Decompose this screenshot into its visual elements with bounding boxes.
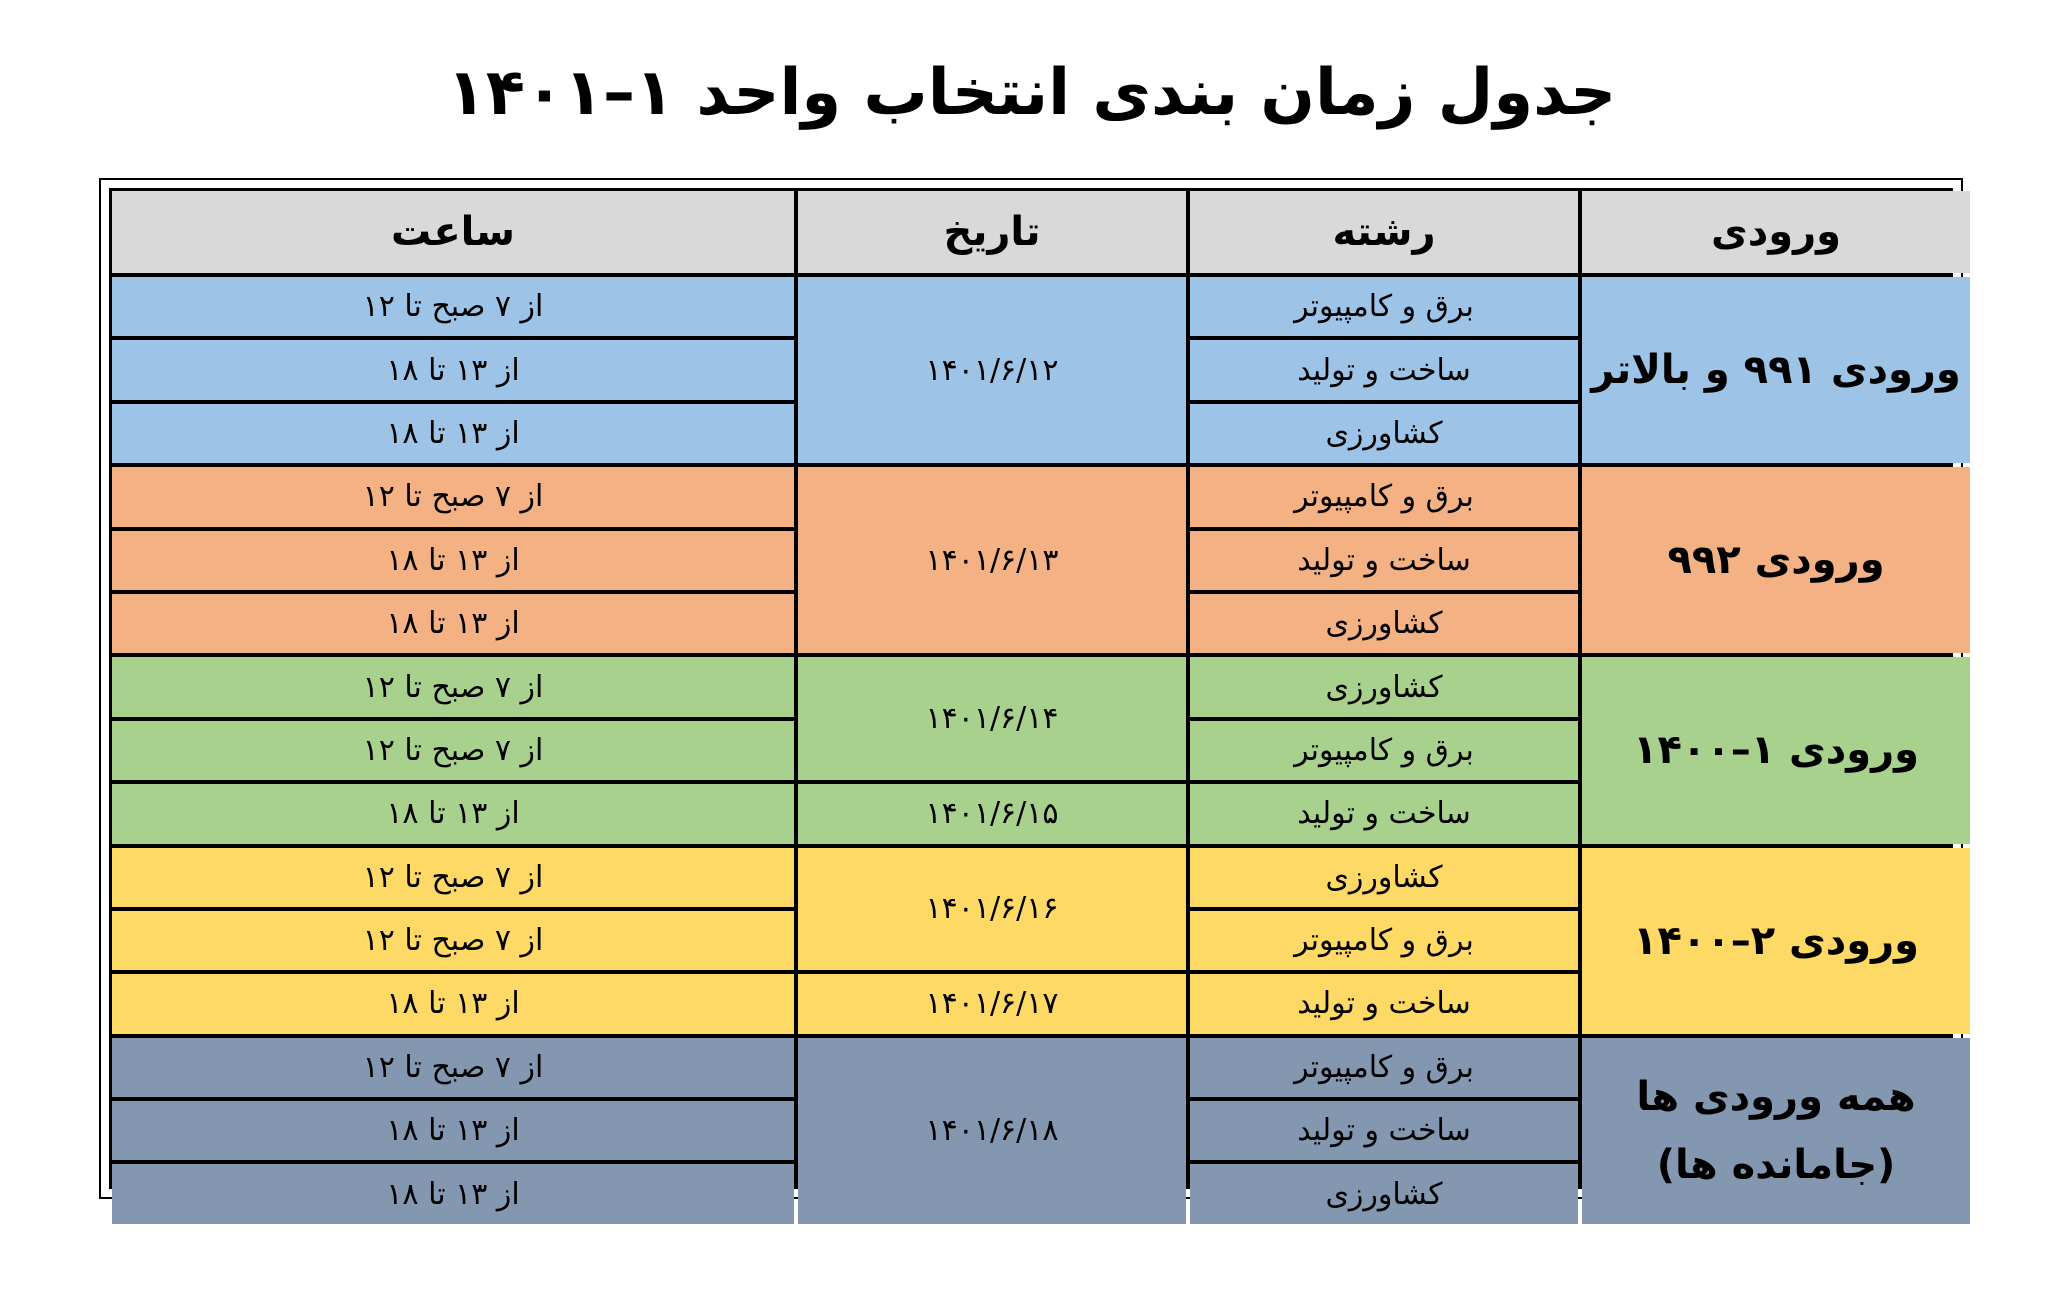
field-cell: برق و کامپیوتر: [1190, 721, 1578, 780]
schedule-table-border: [109, 188, 1961, 1212]
page-title: جدول زمان بندی انتخاب واحد ۱–۱۴۰۱: [446, 56, 1617, 130]
date-cell: ۱۴۰۱/۶/۱۴: [798, 657, 1186, 780]
date-cell: ۱۴۰۱/۶/۱۶: [798, 848, 1186, 971]
entry-cell: همه ورودی ها (جامانده ها): [1582, 1038, 1970, 1224]
field-cell: کشاورزی: [1190, 594, 1578, 653]
time-cell: از ۱۳ تا ۱۸: [112, 340, 794, 399]
time-cell: از ۷ صبح تا ۱۲: [112, 277, 794, 336]
header-field: رشته: [1190, 191, 1578, 273]
entry-cell: ورودی ۹۹۲: [1582, 467, 1970, 653]
date-cell: ۱۴۰۱/۶/۱۷: [798, 974, 1186, 1033]
date-cell: ۱۴۰۱/۶/۱۳: [798, 467, 1186, 653]
header-entry: ورودی: [1582, 191, 1970, 273]
time-cell: از ۷ صبح تا ۱۲: [112, 467, 794, 526]
field-cell: برق و کامپیوتر: [1190, 277, 1578, 336]
time-cell: از ۱۳ تا ۱۸: [112, 594, 794, 653]
field-cell: برق و کامپیوتر: [1190, 467, 1578, 526]
time-cell: از ۷ صبح تا ۱۲: [112, 657, 794, 716]
entry-cell: ورودی ۱–۱۴۰۰: [1582, 657, 1970, 843]
header-date: تاریخ: [798, 191, 1186, 273]
header-time: ساعت: [112, 191, 794, 273]
entry-cell: ورودی ۲–۱۴۰۰: [1582, 848, 1970, 1034]
field-cell: ساخت و تولید: [1190, 340, 1578, 399]
date-cell: ۱۴۰۱/۶/۱۲: [798, 277, 1186, 463]
time-cell: از ۱۳ تا ۱۸: [112, 531, 794, 590]
schedule-table-frame: [99, 178, 1963, 1212]
date-cell: ۱۴۰۱/۶/۱۸: [798, 1038, 1186, 1224]
field-cell: ساخت و تولید: [1190, 974, 1578, 1033]
schedule-table: [112, 191, 1961, 1212]
time-cell: از ۷ صبح تا ۱۲: [112, 1038, 794, 1097]
field-cell: کشاورزی: [1190, 848, 1578, 907]
time-cell: از ۷ صبح تا ۱۲: [112, 911, 794, 970]
field-cell: ساخت و تولید: [1190, 1101, 1578, 1160]
time-cell: از ۱۳ تا ۱۸: [112, 1164, 794, 1223]
field-cell: کشاورزی: [1190, 657, 1578, 716]
time-cell: از ۱۳ تا ۱۸: [112, 784, 794, 843]
field-cell: برق و کامپیوتر: [1190, 911, 1578, 970]
time-cell: از ۷ صبح تا ۱۲: [112, 848, 794, 907]
time-cell: از ۷ صبح تا ۱۲: [112, 721, 794, 780]
entry-cell: ورودی ۹۹۱ و بالاتر: [1582, 277, 1970, 463]
field-cell: ساخت و تولید: [1190, 784, 1578, 843]
date-cell: ۱۴۰۱/۶/۱۵: [798, 784, 1186, 843]
field-cell: کشاورزی: [1190, 404, 1578, 463]
time-cell: از ۱۳ تا ۱۸: [112, 404, 794, 463]
time-cell: از ۱۳ تا ۱۸: [112, 1101, 794, 1160]
field-cell: برق و کامپیوتر: [1190, 1038, 1578, 1097]
time-cell: از ۱۳ تا ۱۸: [112, 974, 794, 1033]
field-cell: کشاورزی: [1190, 1164, 1578, 1223]
field-cell: ساخت و تولید: [1190, 531, 1578, 590]
